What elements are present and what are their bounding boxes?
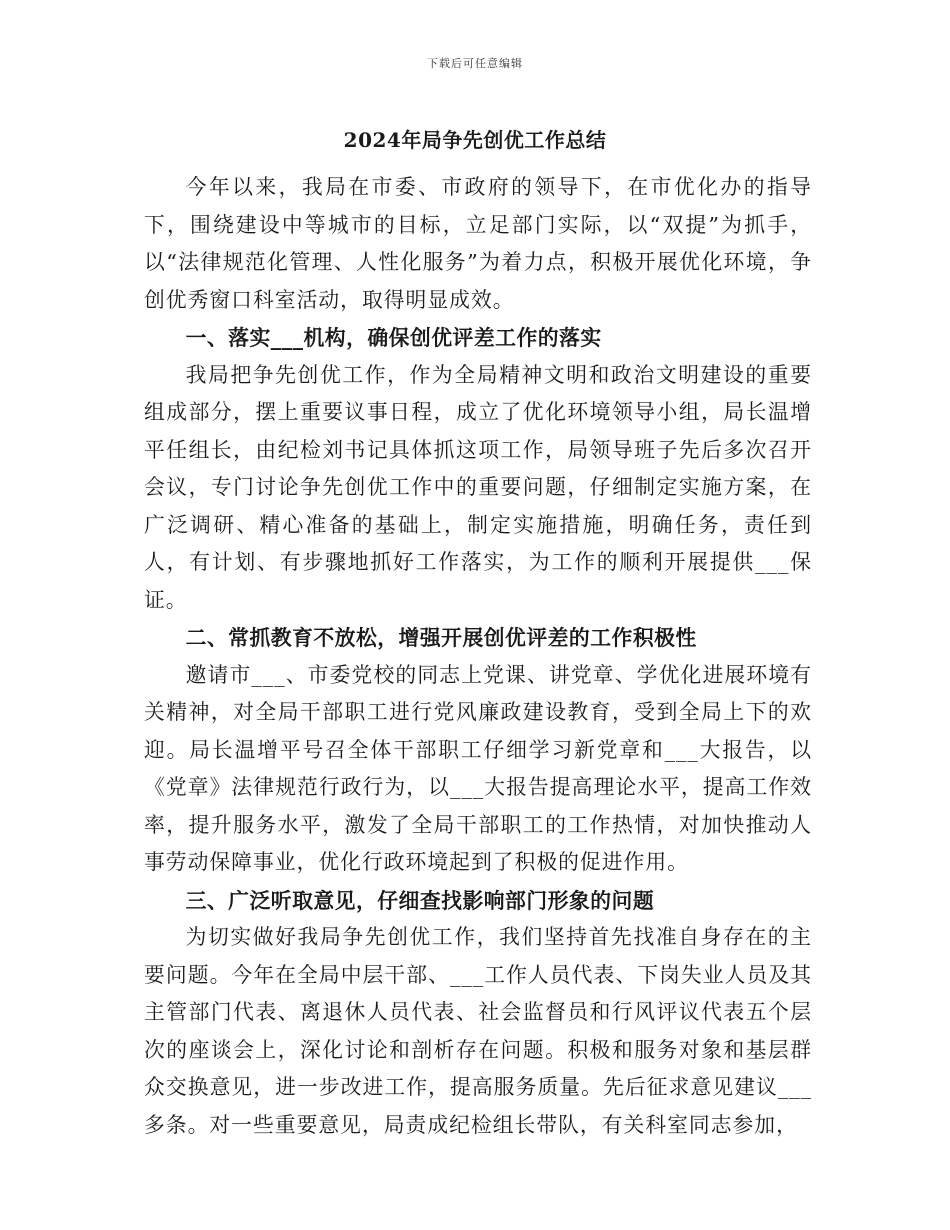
document-body <box>144 169 812 1144</box>
paragraph-section-1: 我局把争先创优工作，作为全局精神文明和政治文明建设的重要组成部分，摆上重要议事日程，成立了优化环境领导小组，局长温增平任组长，由纪检刘书记具体抓这项工作，局领导班子先后多次召开会议，专门讨论争先创优工作中的重要问题，仔细制定实施方案，在广泛调研、精心准备的基础上，制定实施措施，明确任务，责任到人，有计划、有步骤地抓好工作落实，为工作的顺利开展提供___保证。 <box>144 362 812 612</box>
document-title: 2024年局争先创优工作总结 <box>343 128 607 152</box>
paragraph-section-2: 邀请市___、市委党校的同志上党课、讲党章、学优化进展环境有关精神，对全局干部职工进行党风廉政建设教育，受到全局上下的欢迎。局长温增平号召全体干部职工仔细学习新党章和___大报告，以《党章》法律规范行政行为，以___大报告提高理论水平，提高工作效率，提升服务水平，激发了全局干部职工的工作热情，对加快推动人事劳动保障事业，优化行政环境起到了积极的促进作用。 <box>144 662 812 874</box>
paragraph-intro: 今年以来，我局在市委、市政府的领导下，在市优化办的指导下，围绕建设中等城市的目标，立足部门实际，以“双提”为抓手，以“法律规范化管理、人性化服务”为着力点，积极开展优化环境，争创优秀窗口科室活动，取得明显成效。 <box>144 175 812 312</box>
section-heading-2: 二、常抓教育不放松，增强开展创优评差的工作积极性 <box>185 625 697 650</box>
section-heading-3: 三、广泛听取意见，仔细查找影响部门形象的问题 <box>185 887 655 913</box>
section-heading-1: 一、落实___机构，确保创优评差工作的落实 <box>185 325 602 350</box>
header-note: 下载后可任意编辑 <box>427 57 523 70</box>
paragraph-section-3: 为切实做好我局争先创优工作，我们坚持首先找准自身存在的主要问题。今年在全局中层干部、___工作人员代表、下岗失业人员及其主管部门代表、离退休人员代表、社会监督员和行风评议代表五个层次的座谈会上，深化讨论和剖析存在问题。积极和服务对象和基层群众交换意见，进一步改进工作，提高服务质量。先后征求意见建议___多条。对一些重要意见，局责成纪检组长带队，有关科室同志参加， <box>144 925 812 1137</box>
